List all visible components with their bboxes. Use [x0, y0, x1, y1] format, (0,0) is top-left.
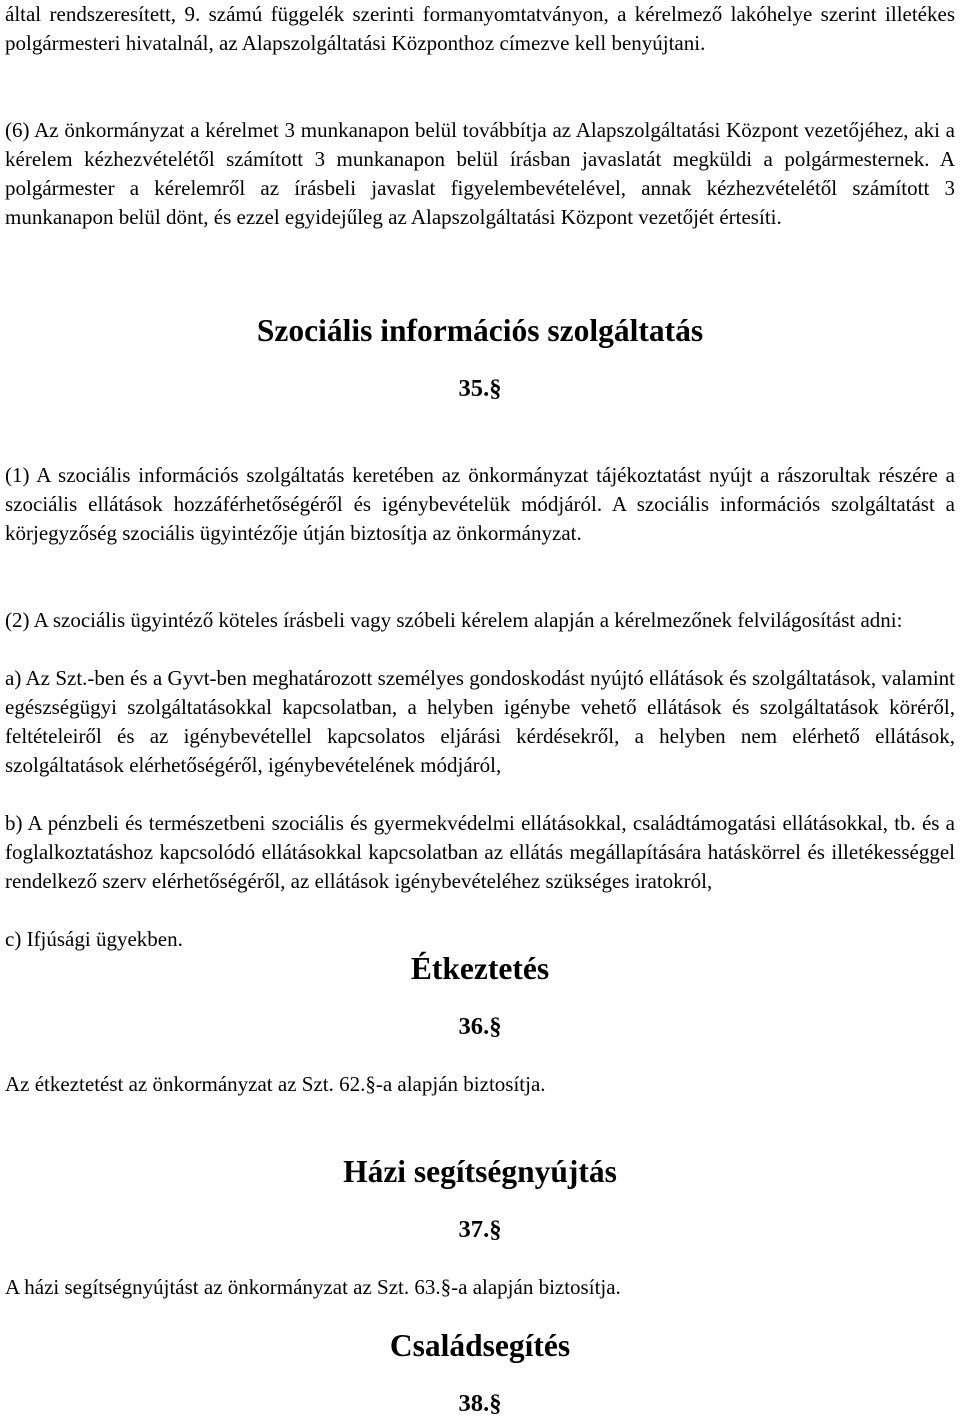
section-35-paragraph-1: (1) A szociális információs szolgáltatás keretében az önkormányzat tájékoztatást nyújt a rászorultak részére a szociális ellátások hozzáférhetőségéről és igénybevételük módjáról. A szociális információs szolgáltatást a körjegyzőség szociális ügyintézője útján biztosítja az önkormányzat.: [5, 463, 955, 545]
section-number-37: 37.§: [458, 1216, 502, 1243]
section-title-hazi-segitsegnyujtas: Házi segítségnyújtás: [343, 1154, 617, 1189]
section-35-item-b: b) A pénzbeli és természetbeni szociális és gyermekvédelmi ellátásokkal, családtámogatási ellátásokkal, tb. és a foglalkoztatáshoz kapcsolódó ellátásokkal kapcsolatban az ellátás megállapítására hatáskörrel és illetékességgel rendelkező szerv elérhetőségéről, az ellátások igénybevételéhez szükséges iratokról,: [5, 811, 955, 893]
section-36-paragraph: Az étkeztetést az önkormányzat az Szt. 62.§-a alapján biztosítja.: [5, 1072, 546, 1096]
section-35-paragraph-2: (2) A szociális ügyintéző köteles írásbeli vagy szóbeli kérelem alapján a kérelmezőnek felvilágosítást adni:: [5, 608, 903, 632]
section-37-paragraph: A házi segítségnyújtást az önkormányzat az Szt. 63.§-a alapján biztosítja.: [5, 1275, 621, 1299]
section-number-35: 35.§: [458, 375, 502, 402]
section-35-item-c: c) Ifjúsági ügyekben.: [5, 927, 183, 951]
document-page: [5, 0, 955, 1416]
section-35-item-a: a) Az Szt.-ben és a Gyvt-ben meghatározott személyes gondoskodást nyújtó ellátások és szolgáltatások, valamint egészségügyi szolgáltatásokkal kapcsolatban, a helyben igénybe vehető ellátások és szolgáltatások köréről, feltételeiről és az igénybevétellel kapcsolatos eljárási kérdésekről, a helyben nem elérhető ellátások, szolgáltatások elérhetőségéről, igénybevételének módjáról,: [5, 666, 955, 777]
section-number-38: 38.§: [458, 1390, 502, 1417]
section-title-csaladsegites: Családsegítés: [389, 1328, 571, 1363]
section-title-szocialis-informacios: Szociális információs szolgáltatás: [256, 313, 704, 348]
paragraph-6: (6) Az önkormányzat a kérelmet 3 munkanapon belül továbbítja az Alapszolgáltatási Központ vezetőjéhez, aki a kérelem kézhezvételétől számított 3 munkanapon belül írásban javaslatát megküldi a polgármesternek. A polgármester a kérelemről az írásbeli javaslat figyelembevételével, annak kézhezvételétől számított 3 munkanapon belül dönt, és ezzel egyidejűleg az Alapszolgáltatási Központ vezetőjét értesíti.: [5, 118, 955, 229]
intro-continuation-paragraph: által rendszeresített, 9. számú függelék szerinti formanyomtatványon, a kérelmező lakóhelye szerint illetékes polgármesteri hivatalnál, az Alapszolgáltatási Központhoz címezve kell benyújtani.: [5, 2, 955, 55]
section-number-36: 36.§: [458, 1013, 502, 1040]
section-title-etkeztetes: Étkeztetés: [410, 951, 550, 986]
